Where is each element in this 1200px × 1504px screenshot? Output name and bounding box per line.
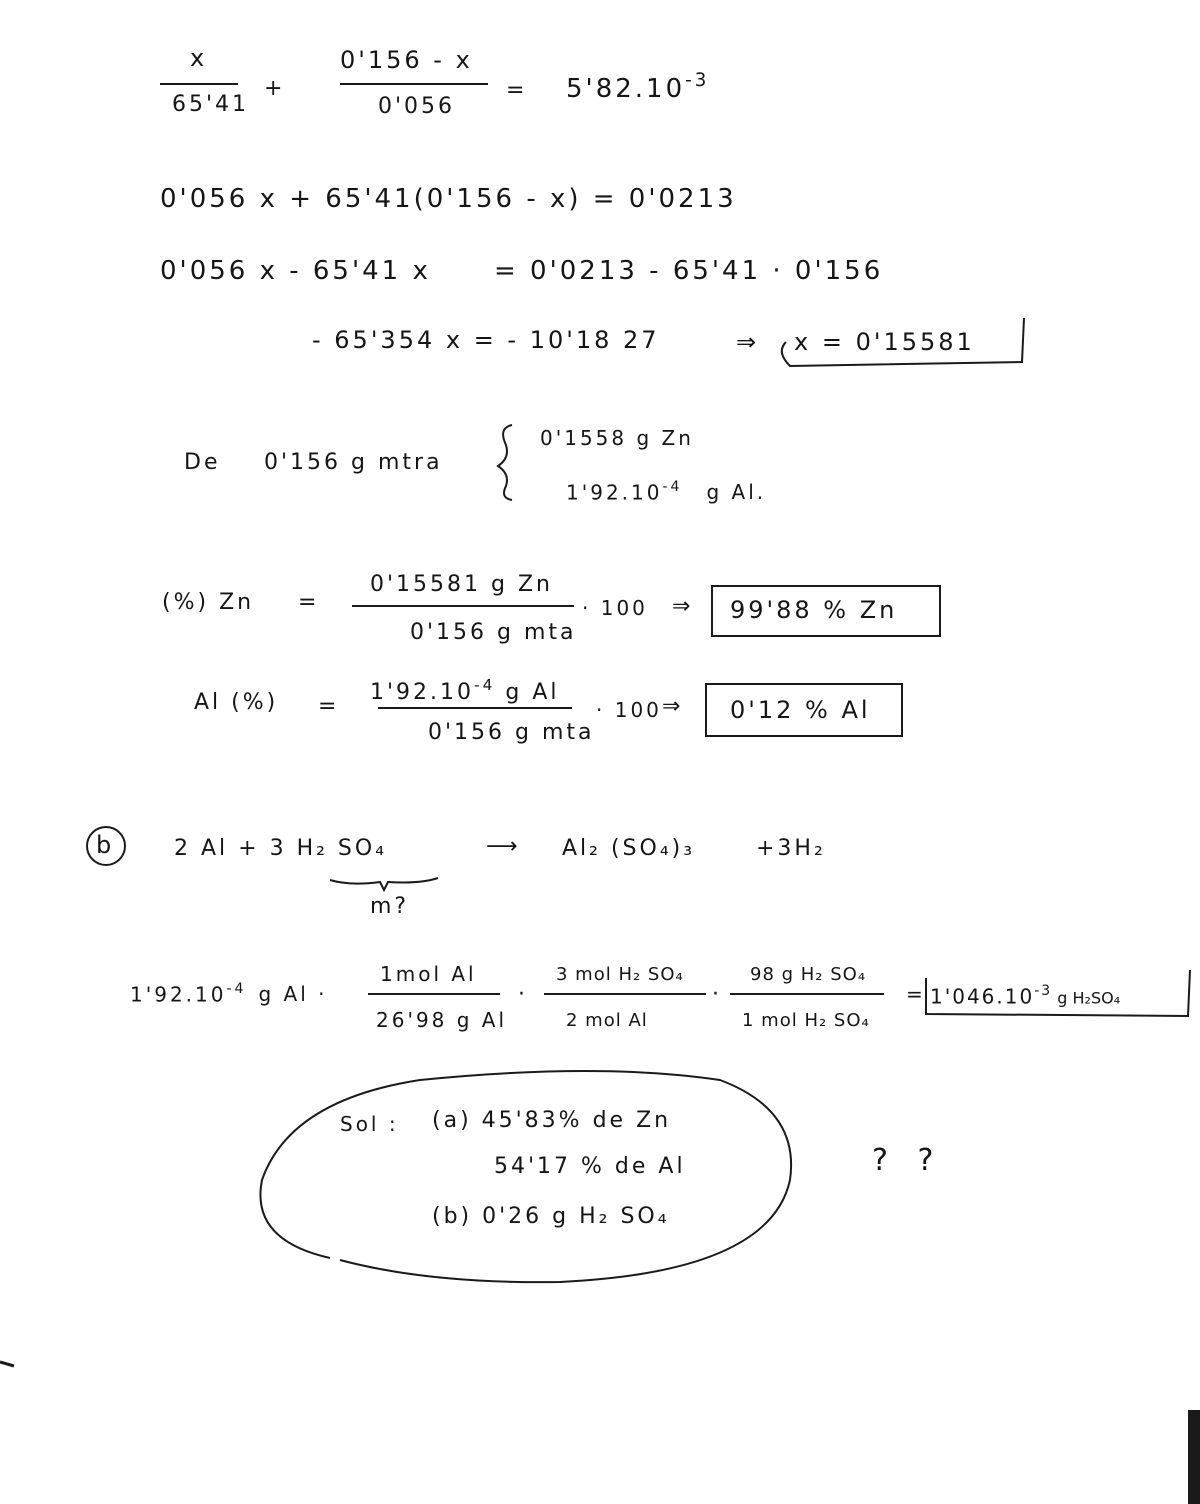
stoich-f2-den: 2 mol Al	[566, 1010, 648, 1031]
eq1-num-left: x	[190, 44, 208, 72]
stoich-dot-1: ·	[518, 982, 528, 1007]
eq2-line: 0'056 x + 65'41(0'156 - x) = 0'0213	[160, 184, 737, 214]
sample-de: De	[184, 450, 221, 475]
solution-line-b: (b) 0'26 g H₂ SO₄	[432, 1204, 670, 1229]
question-marks: ? ?	[872, 1143, 944, 1178]
pct-zn-factor: · 100	[582, 596, 648, 620]
stoich-f1-den: 26'98 g Al	[376, 1008, 508, 1032]
eq3-lhs: 0'056 x - 65'41 x	[160, 256, 431, 286]
underbrace-h2so4	[330, 878, 438, 890]
eq4-result: x = 0'15581	[794, 328, 975, 356]
eq4-arrow: ⇒	[736, 328, 760, 356]
stoich-start: $1'92.10^{-4}$ g Al ·	[130, 981, 328, 1007]
pct-zn-den: 0'156 g mta	[410, 620, 577, 645]
pct-zn-equals: =	[298, 590, 320, 615]
pct-al-factor: · 100	[596, 698, 662, 722]
pct-al-num: $1'92.10^{-4}$ g Al	[370, 676, 560, 706]
eq1-rhs: $5'82.10^{-3}$	[566, 70, 710, 104]
solution-label: Sol :	[340, 1112, 399, 1136]
pct-al-den: 0'156 g mta	[428, 720, 595, 745]
eq4-lhs: - 65'354 x = - 10'18 27	[312, 326, 660, 354]
pct-zn-result: 99'88 % Zn	[730, 596, 898, 624]
pct-al-arrow: ⇒	[662, 694, 684, 719]
edge-mark-left	[0, 1362, 14, 1366]
part-b-marker: b	[96, 831, 112, 859]
sample-mass: 0'156 g mtra	[264, 450, 443, 475]
eq1-plus: +	[264, 76, 286, 101]
stoich-dot-2: ·	[712, 982, 722, 1007]
solution-line-a: (a) 45'83% de Zn	[432, 1108, 672, 1133]
pct-zn-num: 0'15581 g Zn	[370, 572, 553, 597]
pct-al-result: 0'12 % Al	[730, 696, 871, 724]
eq1-equals: =	[506, 78, 528, 103]
reaction-product: Al₂ (SO₄)₃	[562, 836, 696, 861]
eq1-num-right: 0'156 - x	[340, 46, 473, 74]
pct-zn-arrow: ⇒	[672, 594, 694, 619]
stoich-f3-num: 98 g H₂ SO₄	[750, 964, 867, 985]
eq1-den-right: 0'056	[378, 94, 456, 119]
stoich-f1-num: 1mol Al	[380, 962, 477, 986]
pct-al-label: Al (%)	[194, 690, 279, 715]
pct-al-equals: =	[318, 694, 340, 719]
reaction-lhs: 2 Al + 3 H₂ SO₄	[174, 836, 388, 861]
reaction-arrow: ⟶	[486, 834, 521, 859]
stoich-f3-den: 1 mol H₂ SO₄	[742, 1010, 870, 1031]
sample-zn-line: 0'1558 g Zn	[540, 426, 694, 450]
reaction-h2: +3H₂	[756, 836, 826, 861]
pct-zn-label: (%) Zn	[162, 590, 255, 615]
solution-line-a2: 54'17 % de Al	[494, 1154, 686, 1179]
eq3-rhs: = 0'0213 - 65'41 · 0'156	[494, 256, 884, 286]
sample-al-line: $1'92.10^{-4}$ g Al.	[566, 479, 767, 505]
sample-brace	[498, 425, 512, 500]
reaction-unknown: m?	[370, 894, 410, 919]
stoich-result: $1'046.10^{-3}$ g H₂SO₄	[930, 983, 1121, 1009]
eq1-den-left: 65'41	[172, 92, 250, 117]
stoich-equals: =	[906, 982, 926, 1006]
stoich-f2-num: 3 mol H₂ SO₄	[556, 964, 684, 985]
edge-mark-right	[1188, 1410, 1200, 1504]
